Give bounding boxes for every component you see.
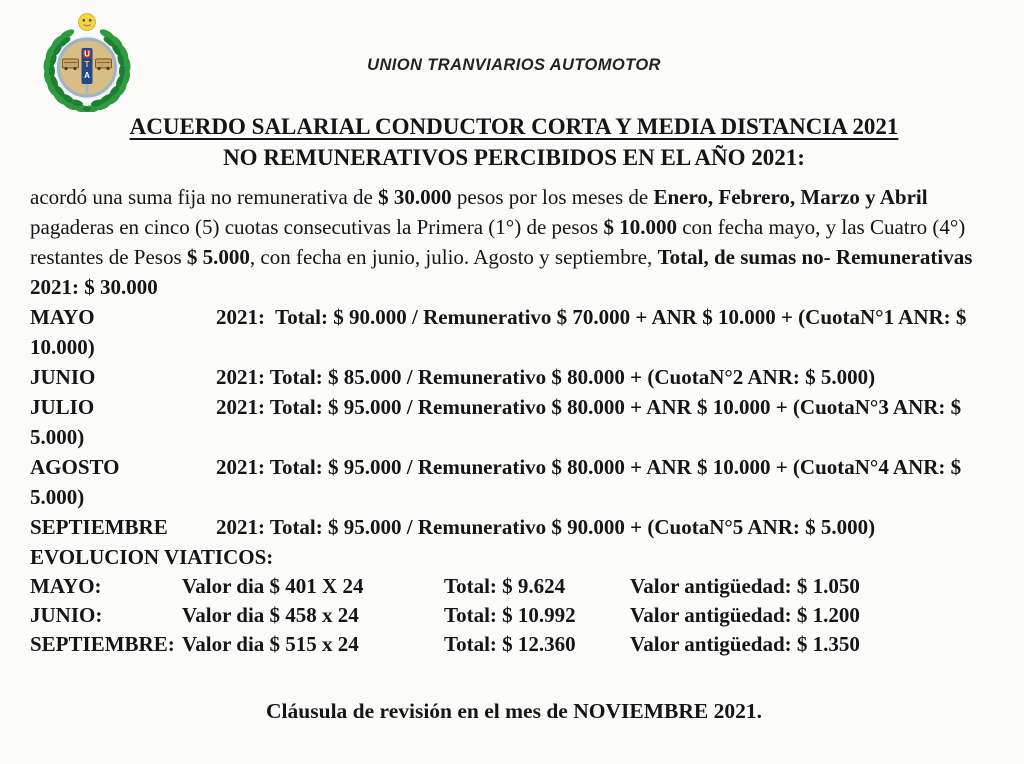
sun-icon — [79, 14, 96, 31]
intro-text-5: , con fecha en junio, julio. Agosto y septiembre, — [249, 245, 658, 269]
month-detail: 2021: Total: $ 90.000 / Remunerativo $ 70.000 + ANR $ 10.000 + (CuotaN°1 ANR: $ 10.000) — [30, 305, 972, 359]
month-label: JUNIO — [30, 365, 96, 389]
months-covered: Enero, Febrero, Marzo y Abril — [653, 185, 928, 209]
viatico-total: Total: $ 12.360 — [444, 632, 576, 656]
viatico-valor-dia: Valor dia $ 458 x 24 — [182, 603, 359, 627]
badge-letter-t: T — [84, 60, 90, 69]
month-row-septiembre — [30, 512, 998, 542]
month-label: JULIO — [30, 395, 95, 419]
title-line-2: NO REMUNERATIVOS PERCIBIDOS EN EL AÑO 2021: — [223, 145, 805, 170]
intro-text-2: pesos por los meses de — [451, 185, 654, 209]
viatico-valor-dia: Valor dia $ 401 X 24 — [182, 574, 364, 598]
month-row-junio — [30, 362, 998, 392]
badge-letter-a: A — [84, 71, 90, 80]
document-title-block — [30, 112, 998, 174]
intro-text-3: pagaderas en cinco (5) cuotas consecutivas la Primera (1°) de pesos — [30, 215, 604, 239]
amount-cuotas-restantes: $ 5.000 — [186, 245, 250, 269]
month-detail: 2021: Total: $ 95.000 / Remunerativo $ 90.000 + (CuotaN°5 ANR: $ 5.000) — [216, 515, 876, 539]
month-label: SEPTIEMBRE — [30, 515, 168, 539]
viatico-month: SEPTIEMBRE: — [30, 632, 175, 656]
title-line-1: ACUERDO SALARIAL CONDUCTOR CORTA Y MEDIA DISTANCIA 2021 — [129, 114, 899, 139]
viatico-total: Total: $ 10.992 — [444, 603, 576, 627]
viaticos-row-septiembre — [30, 630, 998, 659]
badge-letter-u: U — [84, 49, 90, 59]
viaticos-row-junio — [30, 601, 998, 630]
month-detail: 2021: Total: $ 95.000 / Remunerativo $ 80.000 + ANR $ 10.000 + (CuotaN°4 ANR: $ 5.000) — [30, 455, 967, 509]
month-label: MAYO — [30, 305, 95, 329]
month-row-mayo — [30, 302, 998, 362]
month-row-agosto — [30, 452, 998, 512]
viatico-month: JUNIO: — [30, 603, 103, 627]
viatico-antiguedad: Valor antigüedad: $ 1.200 — [630, 603, 860, 627]
month-detail: 2021: Total: $ 95.000 / Remunerativo $ 80.000 + ANR $ 10.000 + (CuotaN°3 ANR: $ 5.000) — [30, 395, 967, 449]
revision-clause: Cláusula de revisión en el mes de NOVIEMBRE 2021. — [266, 699, 762, 723]
viaticos-heading: EVOLUCION VIATICOS: — [30, 545, 274, 569]
org-name: UNION TRANVIARIOS AUTOMOTOR — [367, 56, 661, 74]
viatico-antiguedad: Valor antigüedad: $ 1.050 — [630, 574, 860, 598]
viatico-antiguedad: Valor antigüedad: $ 1.350 — [630, 632, 860, 656]
intro-text-1: acordó una suma fija no remunerativa de — [30, 185, 379, 209]
intro-paragraph — [30, 182, 998, 302]
month-detail: 2021: Total: $ 85.000 / Remunerativo $ 80.000 + (CuotaN°2 ANR: $ 5.000) — [216, 365, 876, 389]
amount-suma-fija: $ 30.000 — [378, 185, 452, 209]
intro-text-4: con fecha mayo, y las Cuatro (4°) restantes de Pesos — [30, 215, 966, 269]
viatico-month: MAYO: — [30, 574, 102, 598]
total-no-remunerativas: Total, de sumas no- Remunerativas 2021: $ 30.000 — [30, 245, 973, 299]
viatico-valor-dia: Valor dia $ 515 x 24 — [182, 632, 359, 656]
month-label: AGOSTO — [30, 455, 120, 479]
document-header — [30, 0, 998, 112]
month-row-julio — [30, 392, 998, 452]
viatico-total: Total: $ 9.624 — [444, 574, 566, 598]
amount-primera-cuota: $ 10.000 — [603, 215, 677, 239]
viaticos-row-mayo — [30, 572, 998, 601]
